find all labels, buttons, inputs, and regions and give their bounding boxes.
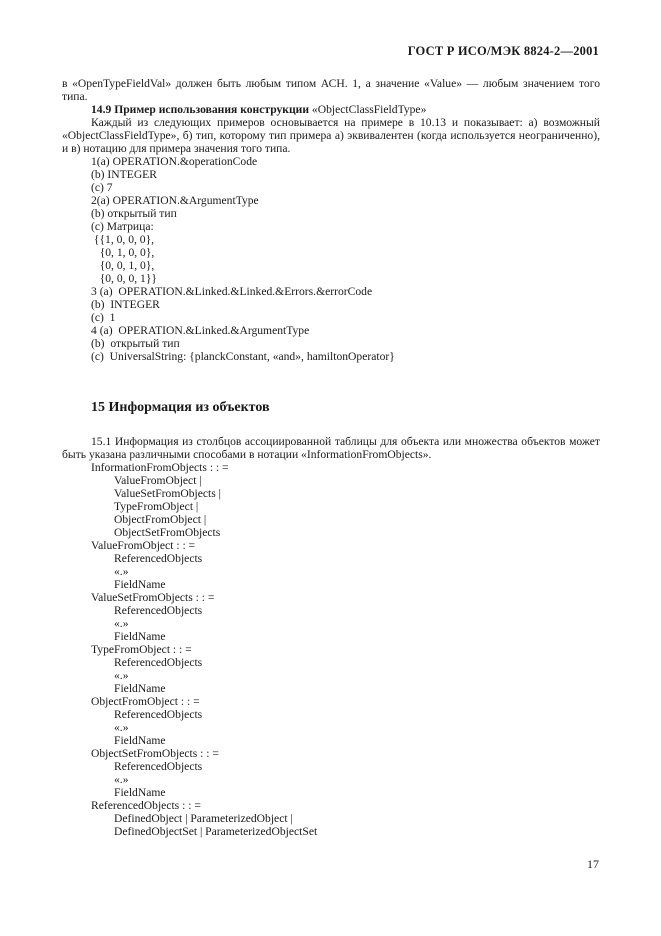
notation-line: ReferencedObjects: [114, 708, 203, 721]
notation-line: ReferencedObjects: [114, 760, 203, 773]
example-line: (c) UniversalString: {planckConstant, «and», hamiltonOperator}: [91, 350, 395, 363]
notation-line: FieldName: [114, 682, 166, 695]
notation-line: «.»: [114, 773, 129, 786]
page-header: ГОСТ Р ИСО/МЭК 8824-2—2001: [407, 44, 599, 58]
notation-line: «.»: [114, 669, 129, 682]
notation-line: InformationFromObjects : : =: [91, 461, 229, 474]
section-15-heading: 15 Информация из объектов: [91, 400, 270, 415]
notation-line: ObjectFromObject : : =: [91, 695, 200, 708]
notation-line: FieldName: [114, 578, 166, 591]
notation-line: FieldName: [114, 786, 166, 799]
notation-line: ReferencedObjects: [114, 552, 203, 565]
section-title-tail: «ObjectClassFieldType»: [309, 103, 427, 116]
example-line: 2(a) OPERATION.&ArgumentType: [91, 194, 259, 207]
notation-line: «.»: [114, 565, 129, 578]
paragraph-14-9: Каждый из следующих примеров основывается на примере в 10.13 и показывает: а) возможный «ObjectClassFieldType», б) тип, которому тип примера а) эквивалентен (когда используется неограниченно), и в) нотацию для примера значения того типа.: [62, 116, 600, 155]
example-line: {{1, 0, 0, 0},: [91, 233, 155, 246]
example-line: (c) 7: [91, 181, 113, 194]
notation-line: ReferencedObjects : : =: [91, 799, 201, 812]
notation-line: TypeFromObject : : =: [91, 643, 192, 656]
example-line: 1(a) OPERATION.&operationCode: [91, 155, 258, 168]
notation-line: ValueFromObject : : =: [91, 539, 196, 552]
notation-line: ObjectSetFromObjects : : =: [91, 747, 219, 760]
example-line: (b) INTEGER: [91, 168, 158, 181]
notation-line: FieldName: [114, 630, 166, 643]
paragraph-continuation: в «OpenTypeFieldVal» должен быть любым типом АСН. 1, а значение «Value» — любым значением того типа.: [62, 77, 600, 103]
notation-line: ValueFromObject |: [114, 474, 202, 487]
example-line: {0, 0, 1, 0},: [91, 259, 155, 272]
examples-list: [62, 155, 600, 363]
example-line: {0, 1, 0, 0},: [91, 246, 155, 259]
notation-line: ObjectSetFromObjects: [114, 526, 221, 539]
example-line: (b) открытый тип: [91, 337, 180, 350]
page-content: [62, 77, 600, 838]
notation-line: FieldName: [114, 734, 166, 747]
notation-line: ValueSetFromObjects |: [114, 487, 221, 500]
paragraph-15-1: 15.1 Информация из столбцов ассоциированной таблицы для объекта или множества объектов может быть указана различными способами в нотации «InformationFromObjects».: [62, 435, 600, 461]
page-number: 17: [587, 857, 599, 871]
notation-line: «.»: [114, 617, 129, 630]
notation-line: ReferencedObjects: [114, 656, 203, 669]
example-line: {0, 0, 0, 1}}: [91, 272, 157, 285]
example-line: (c) Матрица:: [91, 220, 154, 233]
notation-line: ValueSetFromObjects : : =: [91, 591, 215, 604]
example-line: (b) открытый тип: [91, 207, 177, 220]
section-number: 14.9: [91, 103, 112, 116]
example-line: 3 (a) OPERATION.&Linked.&Linked.&Errors.&errorCode: [91, 285, 373, 298]
example-line: 4 (a) OPERATION.&Linked.&ArgumentType: [91, 324, 310, 337]
notation-line: DefinedObject | ParameterizedObject |: [114, 812, 293, 825]
example-line: (b) INTEGER: [91, 298, 160, 311]
notation-line: «.»: [114, 721, 129, 734]
notation-list: [62, 461, 600, 838]
notation-line: ObjectFromObject |: [114, 513, 207, 526]
notation-line: TypeFromObject |: [114, 500, 199, 513]
notation-line: ReferencedObjects: [114, 604, 203, 617]
notation-line: DefinedObjectSet | ParameterizedObjectSet: [114, 825, 318, 838]
section-14-9-heading: [62, 103, 600, 116]
example-line: (c) 1: [91, 311, 116, 324]
section-title: Пример использования конструкции: [114, 103, 310, 116]
